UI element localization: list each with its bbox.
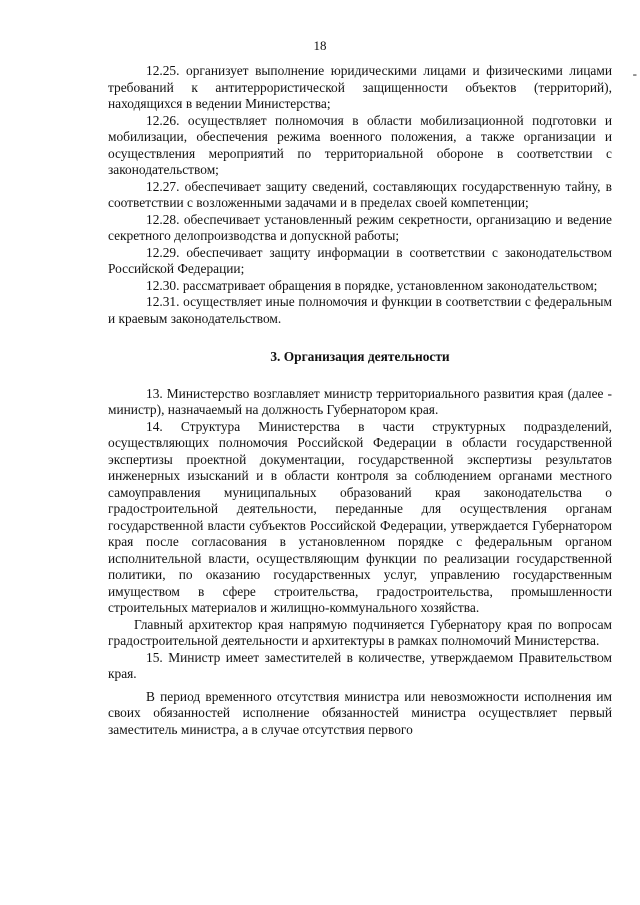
paragraph-acting-minister: В период временного отсутствия министра или невозможности исполнения им своих обязанностей исполнение обязанностей министра осуществляет первый заместитель министра, а в случае отсутствия первого xyxy=(108,688,612,737)
paragraph-12-27: 12.27. обеспечивает защиту сведений, составляющих государственную тайну, в соответствии с возложенными задачами и в пределах своей компетенции; xyxy=(108,178,612,210)
section-heading: 3. Организация деятельности xyxy=(270,349,450,364)
paragraph-12-30: 12.30. рассматривает обращения в порядке, установленном законодательством; xyxy=(146,277,598,293)
paragraph-12-25: 12.25. организует выполнение юридическими лицами и физическими лицами требований к антитеррористической защищенности объектов (территорий), находящихся в ведении Министерства; xyxy=(108,63,612,111)
paragraph-12-28: 12.28. обеспечивает установленный режим секретности, организацию и ведение секретного делопроизводства и допускной работы; xyxy=(108,211,612,243)
paragraph-chief-architect: Главный архитектор края напрямую подчиняется Губернатору края по вопросам градостроительной деятельности и архитектуры в рамках полномочий Министерства. xyxy=(108,616,612,648)
paragraph-15: 15. Министр имеет заместителей в количестве, утверждаемом Правительством края. xyxy=(108,649,612,681)
paragraph-13: 13. Министерство возглавляет министр территориального развития края (далее - министр), назначаемый на должность Губернатором края. xyxy=(108,385,612,417)
paragraph-12-29: 12.29. обеспечивает защиту информации в соответствии с законодательством Российской Федерации; xyxy=(108,244,612,276)
document-body xyxy=(108,63,612,738)
scan-edge-mark: - xyxy=(632,66,637,81)
paragraph-14: 14. Структура Министерства в части структурных подразделений, осуществляющих полномочия Российской Федерации в области государственной экспертизы проектной документации, государственной экспертизы результатов инженерных изысканий и в области контроля за соблюдением органами местного самоуправления муниципальных образований края законодательства о градостроительной деятельности, переданные для осуществления органам государственной власти субъектов Российской Федерации, утверждается Губернатором края после согласования в установленном порядке с федеральным органом исполнительной власти, осуществляющим функции по реализации государственной политики, по оказанию государственных услуг, управлению государственным имуществом в сфере строительства, градостроительства, промышленности строительных материалов и жилищно-коммунального хозяйства. xyxy=(108,418,612,615)
page-number: 18 xyxy=(313,38,327,53)
paragraph-12-26: 12.26. осуществляет полномочия в области мобилизационной подготовки и мобилизации, обеспечения режима военного положения, а также организации и осуществления мероприятий по территориальной обороне в соответствии с законодательством; xyxy=(108,112,612,177)
paragraph-12-31: 12.31. осуществляет иные полномочия и функции в соответствии с федеральным и краевым законодательством. xyxy=(108,294,612,326)
